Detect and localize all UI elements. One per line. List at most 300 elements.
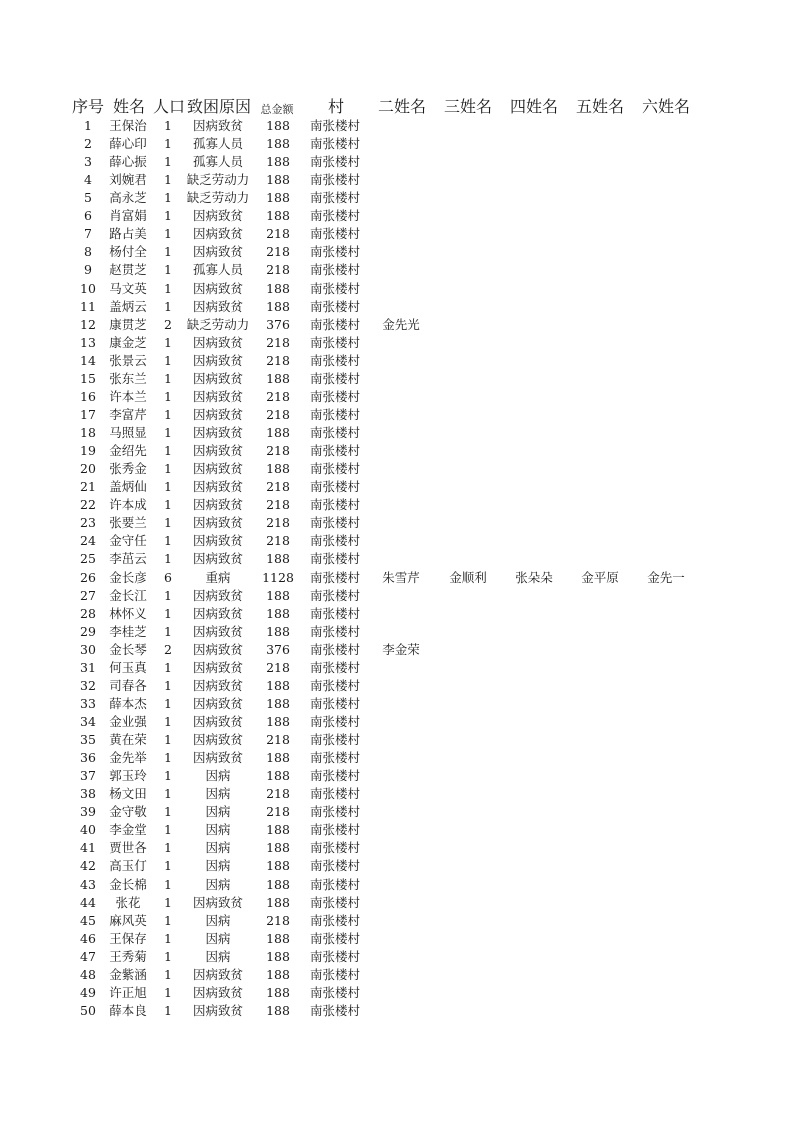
cell-name2 — [371, 496, 431, 514]
cell-amount: 376 — [266, 316, 290, 332]
cell-name5 — [570, 478, 630, 496]
cell-name6 — [636, 352, 696, 370]
cell-name6 — [636, 857, 696, 875]
cell-village: 南张楼村 — [309, 750, 360, 766]
cell-name4 — [504, 171, 564, 189]
cell-name: 王保存 — [109, 930, 147, 946]
table-row — [0, 424, 793, 442]
cell-population: 1 — [164, 334, 172, 350]
cell-name3 — [438, 731, 498, 749]
cell-amount: 188 — [266, 948, 290, 964]
cell-name2 — [371, 370, 431, 388]
cell-name6 — [636, 442, 696, 460]
cell-name5 — [570, 334, 630, 352]
cell-no: 33 — [80, 695, 96, 711]
cell-name2 — [371, 821, 431, 839]
cell-reason: 因病致贫 — [192, 515, 243, 531]
cell-village: 南张楼村 — [309, 136, 360, 152]
cell-name4 — [504, 713, 564, 731]
cell-name3 — [438, 243, 498, 261]
cell-population: 1 — [164, 858, 172, 874]
cell-name5 — [570, 189, 630, 207]
cell-amount: 218 — [266, 659, 290, 675]
cell-name: 王保治 — [109, 118, 147, 133]
cell-no: 21 — [80, 479, 96, 495]
cell-name5 — [570, 280, 630, 298]
cell-name3 — [438, 532, 498, 550]
cell-name3 — [438, 984, 498, 1002]
cell-population: 1 — [164, 154, 172, 170]
table-row — [0, 478, 793, 496]
cell-name4 — [504, 876, 564, 894]
cell-village: 南张楼村 — [309, 551, 360, 567]
cell-name: 刘婉君 — [109, 172, 147, 188]
cell-name4 — [504, 839, 564, 857]
cell-population: 1 — [164, 876, 172, 892]
table-row — [0, 189, 793, 207]
cell-name5: 金平原 — [581, 569, 619, 585]
cell-name6 — [636, 243, 696, 261]
cell-name5 — [570, 117, 630, 135]
table-row — [0, 713, 793, 731]
cell-name3 — [438, 695, 498, 713]
cell-name5 — [570, 695, 630, 713]
cell-amount: 218 — [266, 334, 290, 350]
cell-amount: 218 — [266, 515, 290, 531]
table-row — [0, 731, 793, 749]
cell-amount: 218 — [266, 406, 290, 422]
cell-village: 南张楼村 — [309, 497, 360, 513]
cell-name3 — [438, 171, 498, 189]
cell-village: 南张楼村 — [309, 1002, 360, 1018]
cell-name4 — [504, 803, 564, 821]
cell-name2 — [371, 153, 431, 171]
cell-reason: 缺乏劳动力 — [186, 190, 250, 206]
cell-reason: 因病致贫 — [192, 587, 243, 603]
cell-village: 南张楼村 — [309, 406, 360, 422]
cell-reason: 缺乏劳动力 — [186, 316, 250, 332]
cell-village: 南张楼村 — [309, 370, 360, 386]
cell-name5 — [570, 948, 630, 966]
header-amount: 总金额 — [260, 103, 294, 116]
cell-amount: 218 — [266, 497, 290, 513]
cell-name3 — [438, 135, 498, 153]
cell-name4 — [504, 298, 564, 316]
cell-name6 — [636, 460, 696, 478]
cell-name5 — [570, 912, 630, 930]
cell-name: 金长琴 — [109, 641, 147, 657]
cell-name4 — [504, 352, 564, 370]
cell-name6 — [636, 370, 696, 388]
cell-reason: 因病致贫 — [192, 623, 243, 639]
cell-name6 — [636, 117, 696, 135]
table-row — [0, 948, 793, 966]
cell-population: 1 — [164, 587, 172, 603]
cell-village: 南张楼村 — [309, 605, 360, 621]
cell-name4 — [504, 677, 564, 695]
cell-reason: 因病 — [205, 876, 231, 892]
cell-reason: 因病致贫 — [192, 370, 243, 386]
cell-village: 南张楼村 — [309, 695, 360, 711]
cell-reason: 因病致贫 — [192, 641, 243, 657]
table-row — [0, 821, 793, 839]
cell-amount: 218 — [266, 786, 290, 802]
cell-amount: 218 — [266, 533, 290, 549]
cell-amount: 218 — [266, 388, 290, 404]
cell-reason: 因病致贫 — [192, 334, 243, 350]
cell-name2: 金先光 — [382, 316, 420, 332]
cell-name: 张东兰 — [109, 370, 147, 386]
cell-village: 南张楼村 — [309, 154, 360, 170]
cell-reason: 因病 — [205, 786, 231, 802]
cell-name: 康贯芝 — [109, 316, 147, 332]
cell-name2 — [371, 839, 431, 857]
cell-no: 3 — [84, 154, 92, 170]
cell-population: 1 — [164, 208, 172, 224]
cell-name2 — [371, 135, 431, 153]
cell-name2 — [371, 623, 431, 641]
table-row — [0, 587, 793, 605]
cell-population: 1 — [164, 406, 172, 422]
cell-population: 1 — [164, 894, 172, 910]
header-reason: 致困原因 — [186, 97, 251, 116]
cell-name4 — [504, 821, 564, 839]
cell-reason: 因病致贫 — [192, 461, 243, 477]
cell-amount: 188 — [266, 695, 290, 711]
cell-name: 金守任 — [109, 533, 147, 549]
cell-name4 — [504, 189, 564, 207]
cell-reason: 因病致贫 — [192, 443, 243, 459]
cell-reason: 因病致贫 — [192, 750, 243, 766]
table-row — [0, 243, 793, 261]
cell-name4 — [504, 587, 564, 605]
cell-reason: 因病致贫 — [192, 894, 243, 910]
cell-village: 南张楼村 — [309, 515, 360, 531]
cell-no: 29 — [80, 623, 96, 639]
cell-name3 — [438, 153, 498, 171]
cell-name4 — [504, 460, 564, 478]
cell-no: 30 — [80, 641, 96, 657]
cell-no: 5 — [84, 190, 92, 206]
cell-name: 赵贯芝 — [109, 262, 147, 278]
cell-name6 — [636, 316, 696, 334]
table-row — [0, 984, 793, 1002]
cell-no: 45 — [80, 912, 96, 928]
cell-name6 — [636, 930, 696, 948]
cell-name4 — [504, 641, 564, 659]
cell-name2 — [371, 948, 431, 966]
cell-no: 9 — [84, 262, 92, 278]
cell-name4 — [504, 261, 564, 279]
cell-name5 — [570, 225, 630, 243]
cell-name2 — [371, 912, 431, 930]
cell-no: 37 — [80, 768, 96, 784]
cell-name: 林怀义 — [109, 605, 147, 621]
cell-no: 39 — [80, 804, 96, 820]
cell-name4 — [504, 135, 564, 153]
table-row — [0, 695, 793, 713]
cell-name: 盖炳仙 — [109, 479, 147, 495]
cell-name6 — [636, 424, 696, 442]
header-village: 村 — [327, 97, 344, 116]
cell-village: 南张楼村 — [309, 443, 360, 459]
cell-name6 — [636, 966, 696, 984]
cell-no: 26 — [80, 569, 96, 585]
cell-name2 — [371, 442, 431, 460]
cell-amount: 218 — [266, 352, 290, 368]
cell-name: 张景云 — [109, 352, 147, 368]
cell-name: 高永芝 — [109, 190, 147, 206]
table-row — [0, 659, 793, 677]
cell-name6 — [636, 677, 696, 695]
cell-name4 — [504, 930, 564, 948]
cell-amount: 188 — [266, 858, 290, 874]
cell-name6 — [636, 334, 696, 352]
cell-population: 1 — [164, 280, 172, 296]
cell-name3 — [438, 857, 498, 875]
cell-amount: 218 — [266, 244, 290, 260]
cell-population: 1 — [164, 840, 172, 856]
cell-name: 黄在荣 — [109, 732, 147, 748]
cell-name3 — [438, 117, 498, 135]
cell-population: 2 — [164, 641, 172, 657]
cell-amount: 188 — [266, 876, 290, 892]
cell-amount: 188 — [266, 750, 290, 766]
cell-name2 — [371, 713, 431, 731]
cell-no: 18 — [80, 425, 96, 441]
cell-reason: 因病致贫 — [192, 280, 243, 296]
cell-name5 — [570, 984, 630, 1002]
cell-name5 — [570, 767, 630, 785]
cell-name5 — [570, 261, 630, 279]
cell-name4 — [504, 334, 564, 352]
table-row — [0, 894, 793, 912]
cell-reason: 因病 — [205, 858, 231, 874]
cell-name2 — [371, 894, 431, 912]
cell-name: 马文英 — [109, 280, 147, 296]
cell-amount: 188 — [266, 551, 290, 567]
cell-name3 — [438, 514, 498, 532]
cell-reason: 因病致贫 — [192, 659, 243, 675]
table-row — [0, 135, 793, 153]
cell-amount: 188 — [266, 298, 290, 314]
table-row — [0, 803, 793, 821]
cell-village: 南张楼村 — [309, 280, 360, 296]
cell-reason: 因病致贫 — [192, 208, 243, 224]
cell-name5 — [570, 460, 630, 478]
cell-name3 — [438, 876, 498, 894]
cell-reason: 因病致贫 — [192, 551, 243, 567]
cell-name5 — [570, 207, 630, 225]
cell-reason: 因病致贫 — [192, 713, 243, 729]
cell-name4 — [504, 605, 564, 623]
cell-name2 — [371, 966, 431, 984]
cell-name6 — [636, 912, 696, 930]
cell-name: 马照显 — [109, 425, 147, 441]
cell-amount: 188 — [266, 1002, 290, 1018]
cell-name: 杨文田 — [109, 786, 147, 802]
cell-name3 — [438, 478, 498, 496]
cell-name4 — [504, 424, 564, 442]
cell-name3 — [438, 803, 498, 821]
cell-name2 — [371, 659, 431, 677]
cell-village: 南张楼村 — [309, 262, 360, 278]
cell-no: 7 — [84, 226, 92, 242]
cell-name3 — [438, 352, 498, 370]
cell-no: 12 — [80, 316, 96, 332]
table-row — [0, 623, 793, 641]
cell-name2 — [371, 532, 431, 550]
cell-name: 李茁云 — [109, 551, 147, 567]
table-row — [0, 605, 793, 623]
cell-name5 — [570, 243, 630, 261]
cell-amount: 188 — [266, 461, 290, 477]
cell-name5 — [570, 785, 630, 803]
cell-reason: 因病致贫 — [192, 497, 243, 513]
cell-amount: 218 — [266, 912, 290, 928]
cell-name5 — [570, 713, 630, 731]
table-row — [0, 117, 793, 135]
cell-name: 金绍先 — [109, 443, 147, 459]
cell-no: 6 — [84, 208, 92, 224]
cell-name2 — [371, 460, 431, 478]
cell-name2 — [371, 785, 431, 803]
cell-name2 — [371, 514, 431, 532]
cell-name3 — [438, 587, 498, 605]
cell-reason: 因病 — [205, 822, 231, 838]
cell-name2 — [371, 225, 431, 243]
cell-amount: 218 — [266, 443, 290, 459]
cell-no: 48 — [80, 966, 96, 982]
cell-reason: 因病 — [205, 840, 231, 856]
cell-name6 — [636, 550, 696, 568]
cell-no: 14 — [80, 352, 96, 368]
cell-name2 — [371, 587, 431, 605]
cell-name5 — [570, 550, 630, 568]
cell-name6 — [636, 388, 696, 406]
cell-name6 — [636, 623, 696, 641]
cell-name4 — [504, 280, 564, 298]
cell-name6 — [636, 514, 696, 532]
cell-name6 — [636, 803, 696, 821]
cell-name5 — [570, 659, 630, 677]
cell-name2 — [371, 243, 431, 261]
cell-no: 47 — [80, 948, 96, 964]
cell-no: 15 — [80, 370, 96, 386]
cell-name3 — [438, 550, 498, 568]
cell-name: 肖富娟 — [109, 208, 147, 224]
cell-name3 — [438, 280, 498, 298]
cell-amount: 218 — [266, 479, 290, 495]
cell-no: 2 — [84, 136, 92, 152]
table-row — [0, 261, 793, 279]
cell-amount: 218 — [266, 804, 290, 820]
cell-name2: 李金荣 — [382, 641, 420, 657]
cell-name4 — [504, 695, 564, 713]
cell-name5 — [570, 514, 630, 532]
cell-name4 — [504, 153, 564, 171]
cell-population: 1 — [164, 226, 172, 242]
cell-name6 — [636, 587, 696, 605]
cell-name2 — [371, 677, 431, 695]
cell-name6 — [636, 839, 696, 857]
cell-name6 — [636, 641, 696, 659]
cell-name4 — [504, 749, 564, 767]
cell-no: 46 — [80, 930, 96, 946]
cell-amount: 188 — [266, 190, 290, 206]
cell-no: 11 — [80, 298, 96, 314]
cell-amount: 188 — [266, 840, 290, 856]
table-row — [0, 912, 793, 930]
cell-village: 南张楼村 — [309, 587, 360, 603]
cell-amount: 188 — [266, 172, 290, 188]
cell-name5 — [570, 153, 630, 171]
cell-population: 1 — [164, 822, 172, 838]
cell-name2 — [371, 280, 431, 298]
cell-village: 南张楼村 — [309, 876, 360, 892]
table-row — [0, 641, 793, 659]
cell-village: 南张楼村 — [309, 352, 360, 368]
table-row — [0, 207, 793, 225]
cell-name: 许正旭 — [109, 984, 147, 1000]
cell-name3 — [438, 767, 498, 785]
cell-name6 — [636, 1002, 696, 1020]
cell-village: 南张楼村 — [309, 930, 360, 946]
cell-name5 — [570, 623, 630, 641]
cell-name2 — [371, 207, 431, 225]
cell-reason: 因病 — [205, 930, 231, 946]
cell-population: 1 — [164, 659, 172, 675]
cell-name3 — [438, 966, 498, 984]
cell-name3 — [438, 659, 498, 677]
cell-name3 — [438, 189, 498, 207]
cell-population: 1 — [164, 695, 172, 711]
cell-name6 — [636, 605, 696, 623]
cell-village: 南张楼村 — [309, 840, 360, 856]
table-row — [0, 370, 793, 388]
cell-reason: 因病 — [205, 804, 231, 820]
cell-name6 — [636, 659, 696, 677]
cell-name4 — [504, 388, 564, 406]
cell-village: 南张楼村 — [309, 677, 360, 693]
cell-village: 南张楼村 — [309, 623, 360, 639]
cell-reason: 因病 — [205, 948, 231, 964]
cell-name6 — [636, 821, 696, 839]
cell-no: 19 — [80, 443, 96, 459]
cell-village: 南张楼村 — [309, 533, 360, 549]
cell-name6 — [636, 225, 696, 243]
cell-name5 — [570, 641, 630, 659]
cell-name4 — [504, 532, 564, 550]
cell-village: 南张楼村 — [309, 172, 360, 188]
cell-name5 — [570, 424, 630, 442]
cell-name: 王秀菊 — [109, 948, 147, 964]
cell-name2 — [371, 984, 431, 1002]
cell-name3 — [438, 406, 498, 424]
cell-village: 南张楼村 — [309, 948, 360, 964]
cell-no: 13 — [80, 334, 96, 350]
cell-name5 — [570, 821, 630, 839]
cell-name2 — [371, 388, 431, 406]
cell-name5 — [570, 406, 630, 424]
table-row — [0, 388, 793, 406]
cell-amount: 188 — [266, 822, 290, 838]
cell-name5 — [570, 171, 630, 189]
cell-no: 16 — [80, 388, 96, 404]
cell-name5 — [570, 839, 630, 857]
cell-name3 — [438, 207, 498, 225]
cell-name: 张秀金 — [109, 461, 147, 477]
